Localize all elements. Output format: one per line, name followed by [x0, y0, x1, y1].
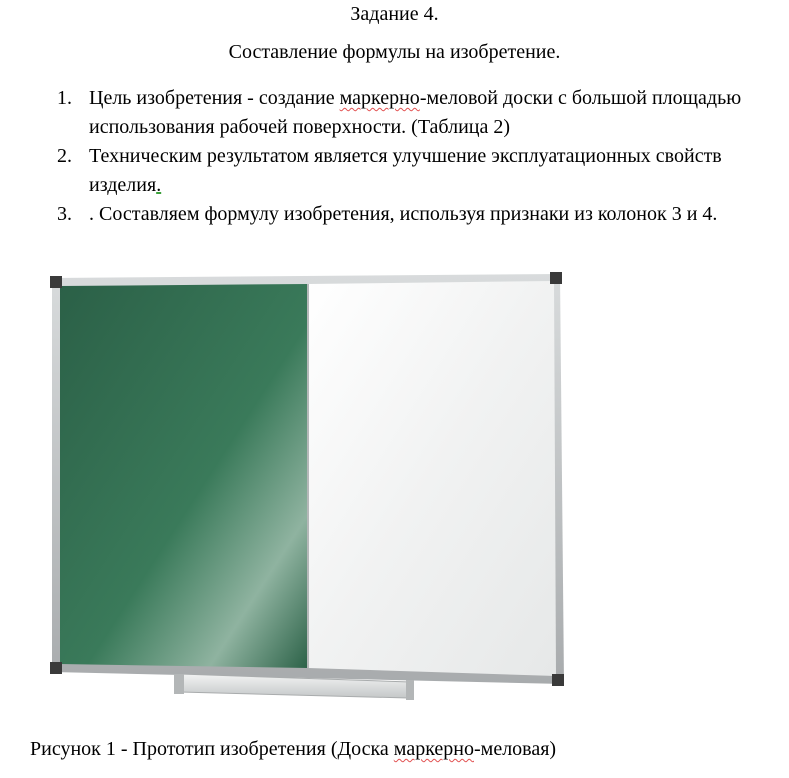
task-subtitle: Составление формулы на изобретение. — [228, 41, 561, 63]
list-item-text: Цель изобретения - создание — [89, 87, 340, 109]
corner-cap — [50, 276, 62, 288]
task-title: Задание 4. — [350, 3, 439, 25]
marker-panel — [308, 281, 556, 676]
spellcheck-word: маркерно — [339, 87, 420, 109]
corner-cap — [50, 662, 62, 674]
corner-cap — [550, 272, 562, 284]
numbered-list — [57, 84, 785, 229]
caption-text: -меловая) — [474, 738, 557, 760]
corner-cap — [552, 674, 564, 686]
list-item-number: 1. — [57, 87, 72, 109]
list-item-number: 2. — [57, 145, 72, 167]
list-item — [57, 200, 785, 229]
tray-end — [406, 680, 414, 700]
list-item-text: . Составляем формулу изобретения, используя признаки из колонок 3 и 4. — [89, 203, 718, 225]
grammar-mark: . — [156, 174, 162, 196]
tray-end — [174, 674, 184, 694]
list-item-text: Техническим результатом является улучшение эксплуатационных свойств изделия — [89, 145, 722, 196]
list-item-text: -меловой доски с большой площадью использования рабочей поверхности. (Таблица 2) — [89, 87, 742, 138]
list-item — [57, 142, 785, 200]
list-item — [57, 84, 785, 142]
figure-caption — [30, 737, 556, 761]
chalk-panel — [60, 284, 308, 668]
list-item-number: 3. — [57, 203, 72, 225]
figure-board-image — [30, 272, 586, 712]
caption-text: Рисунок 1 - Прототип изобретения (Доска — [30, 738, 394, 760]
spellcheck-word: маркерно — [393, 738, 474, 760]
board-illustration — [30, 272, 586, 712]
